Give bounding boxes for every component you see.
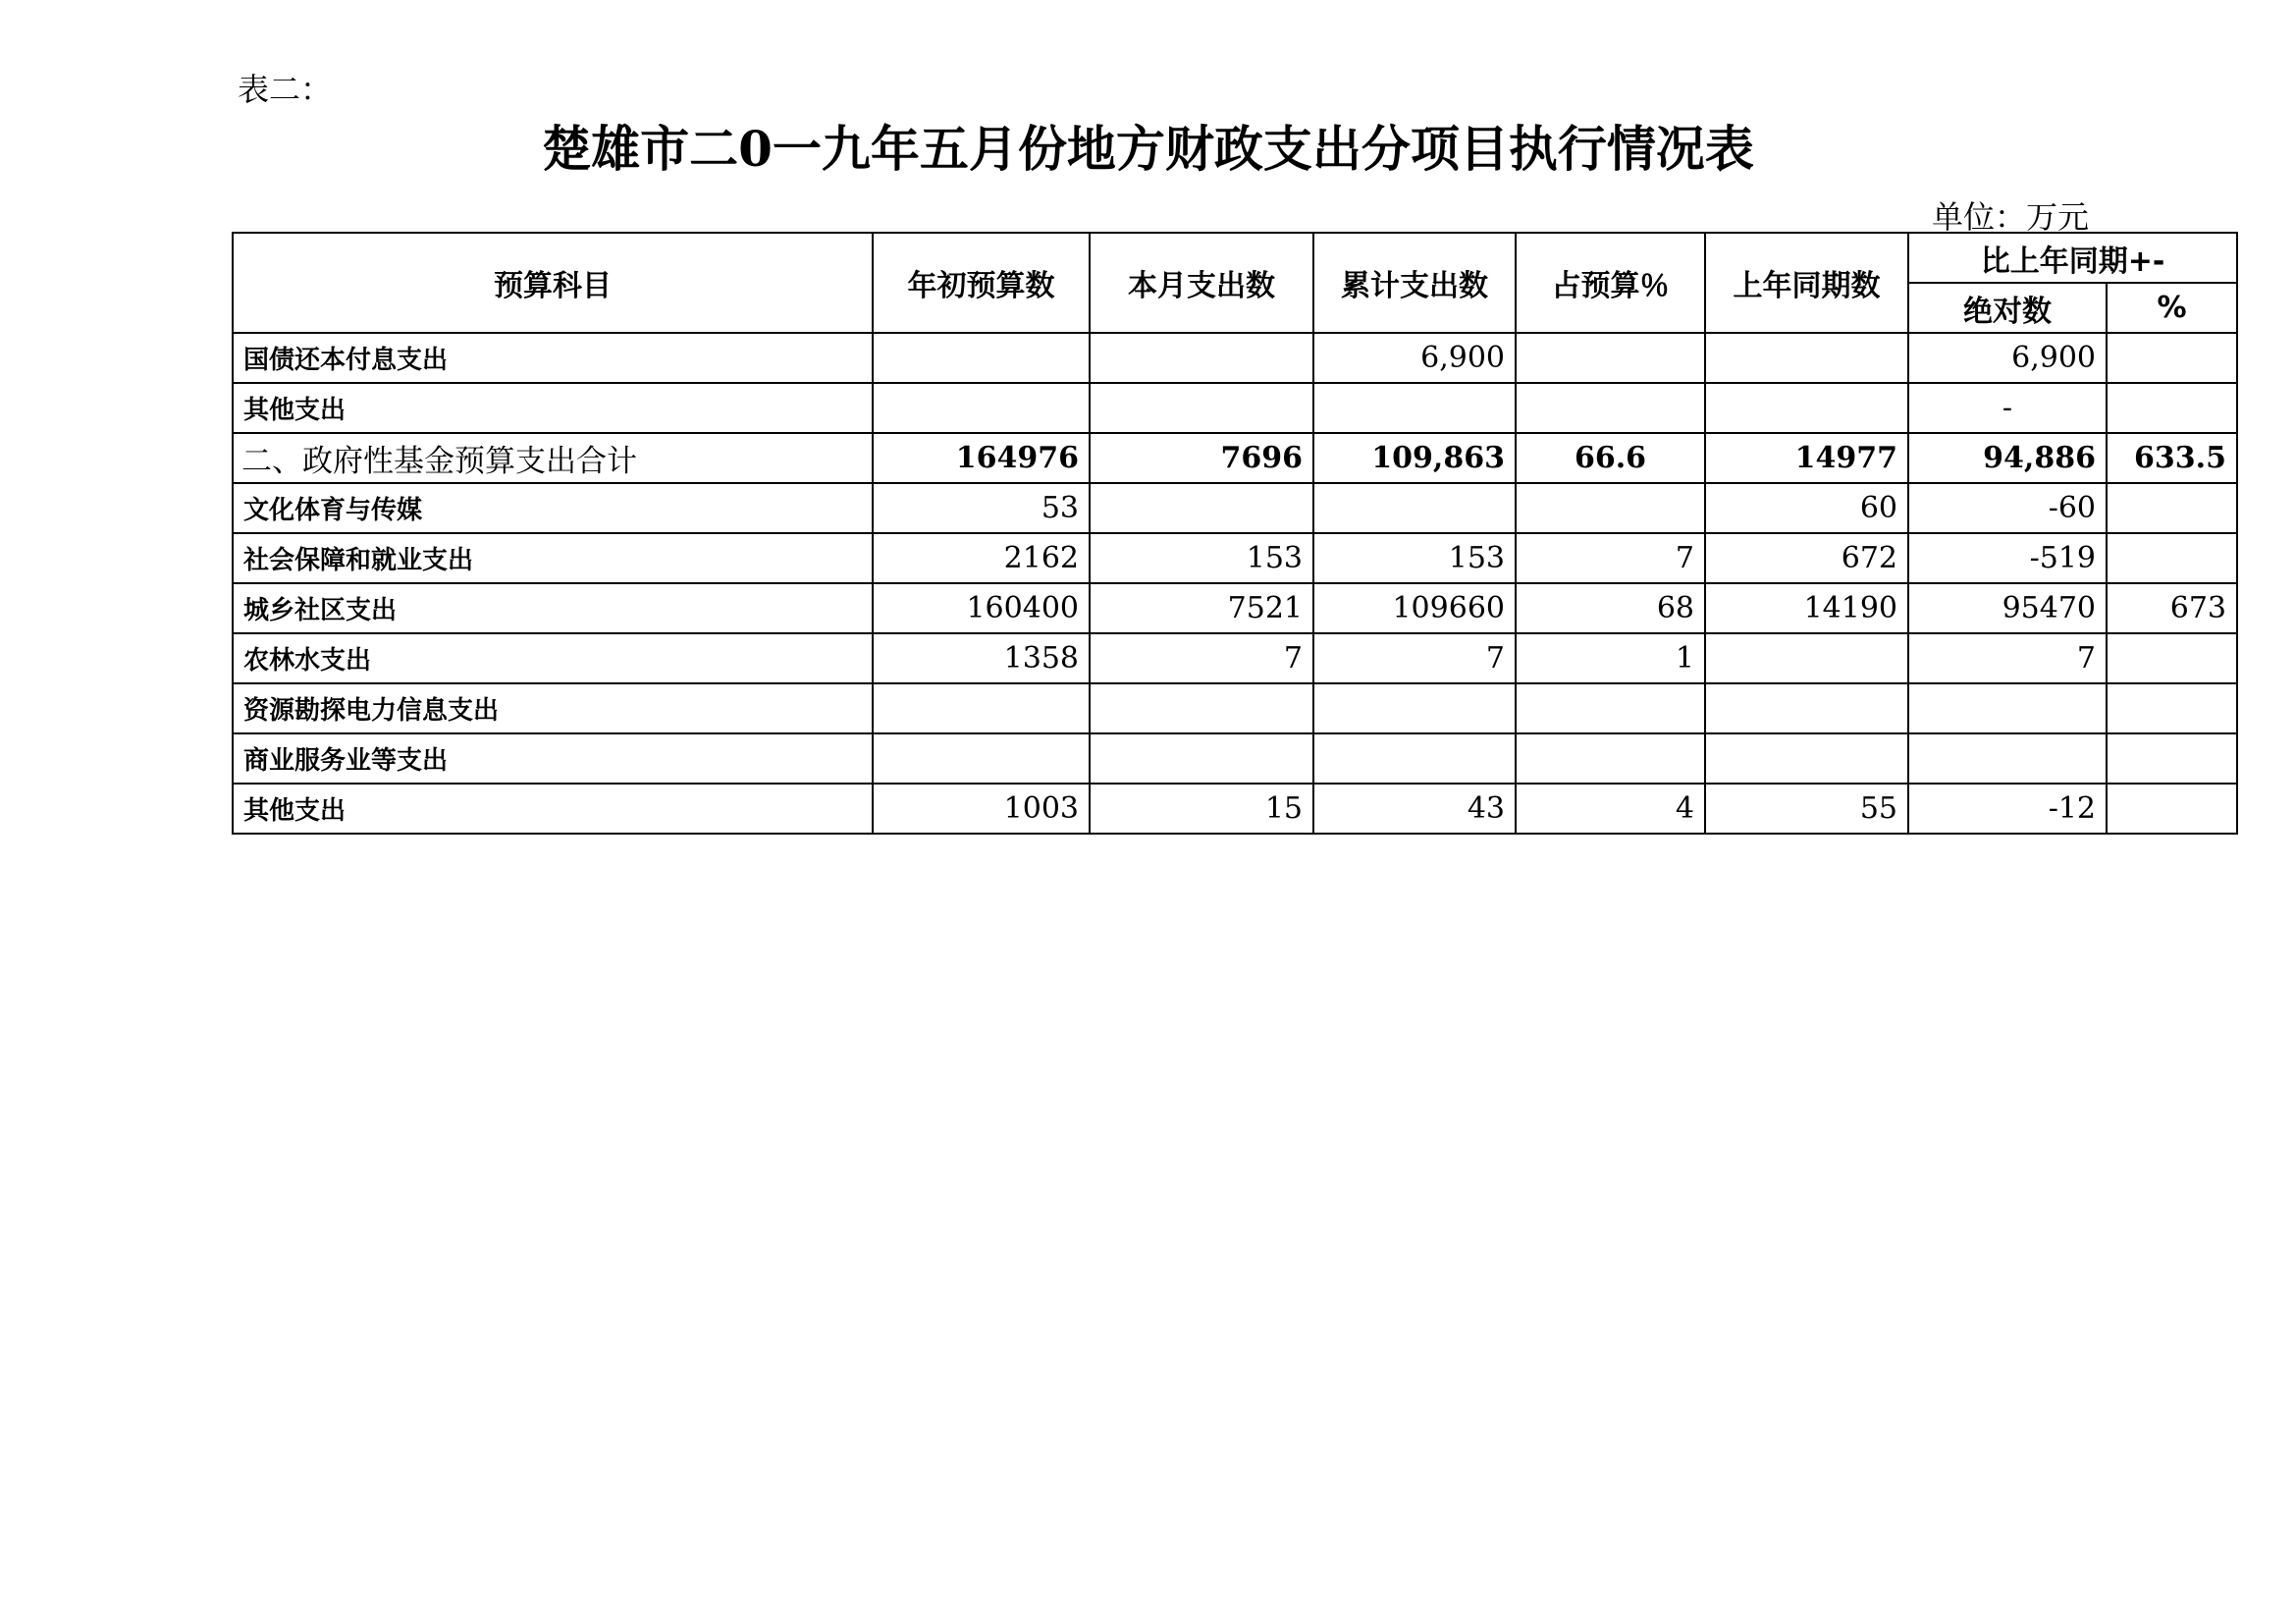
row-initial-budget: 1003 [873, 784, 1090, 834]
row-budget-percent [1516, 733, 1705, 784]
row-monthly-expense: 7696 [1090, 433, 1313, 483]
table-row [233, 633, 2237, 683]
row-budget-percent [1516, 683, 1705, 733]
table-row [233, 583, 2237, 633]
row-initial-budget [873, 333, 1090, 383]
row-monthly-expense: 153 [1090, 533, 1313, 583]
row-cumulative-expense: 109,863 [1313, 433, 1516, 483]
row-subject: 其他支出 [233, 784, 873, 834]
header-last-year: 上年同期数 [1705, 233, 1908, 333]
row-monthly-expense: 15 [1090, 784, 1313, 834]
header-budget-percent: 占预算％ [1516, 233, 1705, 333]
row-subject: 资源勘探电力信息支出 [233, 683, 873, 733]
row-initial-budget [873, 733, 1090, 784]
row-initial-budget [873, 683, 1090, 733]
row-subject: 文化体育与传媒 [233, 483, 873, 533]
row-last-year: 60 [1705, 483, 1908, 533]
row-monthly-expense: 7521 [1090, 583, 1313, 633]
row-budget-percent: 7 [1516, 533, 1705, 583]
table-row [233, 483, 2237, 533]
row-initial-budget [873, 383, 1090, 433]
table-label: 表二： [238, 71, 333, 108]
row-subject: 社会保障和就业支出 [233, 533, 873, 583]
row-monthly-expense [1090, 733, 1313, 784]
row-absolute-change: -12 [1908, 784, 2107, 834]
table-row [233, 383, 2237, 433]
row-absolute-change [1908, 683, 2107, 733]
row-percent-change [2107, 383, 2237, 433]
row-percent-change [2107, 483, 2237, 533]
row-cumulative-expense: 43 [1313, 784, 1516, 834]
row-cumulative-expense [1313, 483, 1516, 533]
row-subject: 其他支出 [233, 383, 873, 433]
row-absolute-change: 6,900 [1908, 333, 2107, 383]
row-last-year [1705, 683, 1908, 733]
row-last-year: 14977 [1705, 433, 1908, 483]
row-monthly-expense: 7 [1090, 633, 1313, 683]
header-percent: % [2107, 283, 2237, 333]
row-initial-budget: 1358 [873, 633, 1090, 683]
row-absolute-change [1908, 733, 2107, 784]
row-budget-percent [1516, 383, 1705, 433]
row-monthly-expense [1090, 683, 1313, 733]
row-absolute-change: 7 [1908, 633, 2107, 683]
header-absolute: 绝对数 [1908, 283, 2107, 333]
row-monthly-expense [1090, 483, 1313, 533]
row-last-year [1705, 383, 1908, 433]
row-subject: 农林水支出 [233, 633, 873, 683]
row-last-year [1705, 333, 1908, 383]
row-subject: 商业服务业等支出 [233, 733, 873, 784]
row-last-year: 672 [1705, 533, 1908, 583]
row-initial-budget: 160400 [873, 583, 1090, 633]
row-monthly-expense [1090, 383, 1313, 433]
table-row [233, 784, 2237, 834]
row-percent-change [2107, 633, 2237, 683]
row-absolute-change: -519 [1908, 533, 2107, 583]
row-cumulative-expense: 7 [1313, 633, 1516, 683]
row-cumulative-expense: 153 [1313, 533, 1516, 583]
row-cumulative-expense: 109660 [1313, 583, 1516, 633]
row-budget-percent: 4 [1516, 784, 1705, 834]
unit-label: 单位：万元 [1932, 198, 2090, 236]
row-subject: 国债还本付息支出 [233, 333, 873, 383]
row-budget-percent: 66.6 [1516, 433, 1705, 483]
row-percent-change [2107, 733, 2237, 784]
row-percent-change [2107, 683, 2237, 733]
row-budget-percent [1516, 483, 1705, 533]
row-absolute-change: -60 [1908, 483, 2107, 533]
row-cumulative-expense [1313, 383, 1516, 433]
row-monthly-expense [1090, 333, 1313, 383]
row-last-year [1705, 633, 1908, 683]
header-initial-budget: 年初预算数 [873, 233, 1090, 333]
row-last-year: 55 [1705, 784, 1908, 834]
table-row [233, 733, 2237, 784]
header-cumulative-expense: 累计支出数 [1313, 233, 1516, 333]
row-absolute-change: - [1908, 383, 2107, 433]
table-row [233, 683, 2237, 733]
row-initial-budget: 2162 [873, 533, 1090, 583]
row-percent-change [2107, 333, 2237, 383]
header-yoy-change: 比上年同期+- [1908, 233, 2237, 283]
row-last-year [1705, 733, 1908, 784]
row-last-year: 14190 [1705, 583, 1908, 633]
row-cumulative-expense [1313, 733, 1516, 784]
row-budget-percent: 1 [1516, 633, 1705, 683]
row-percent-change [2107, 784, 2237, 834]
page-title: 楚雄市二0一九年五月份地方财政支出分项目执行情况表 [542, 120, 1754, 178]
row-budget-percent [1516, 333, 1705, 383]
row-absolute-change: 95470 [1908, 583, 2107, 633]
row-cumulative-expense: 6,900 [1313, 333, 1516, 383]
row-absolute-change: 94,886 [1908, 433, 2107, 483]
row-budget-percent: 68 [1516, 583, 1705, 633]
expenditure-table [232, 232, 2238, 835]
table-row [233, 333, 2237, 383]
row-initial-budget: 164976 [873, 433, 1090, 483]
row-percent-change: 633.5 [2107, 433, 2237, 483]
row-subject: 城乡社区支出 [233, 583, 873, 633]
header-subject: 预算科目 [233, 233, 873, 333]
table-row [233, 533, 2237, 583]
table-row-total [233, 433, 2237, 483]
row-cumulative-expense [1313, 683, 1516, 733]
row-percent-change: 673 [2107, 583, 2237, 633]
row-subject: 二、政府性基金预算支出合计 [233, 433, 873, 483]
row-percent-change [2107, 533, 2237, 583]
row-initial-budget: 53 [873, 483, 1090, 533]
header-monthly-expense: 本月支出数 [1090, 233, 1313, 333]
